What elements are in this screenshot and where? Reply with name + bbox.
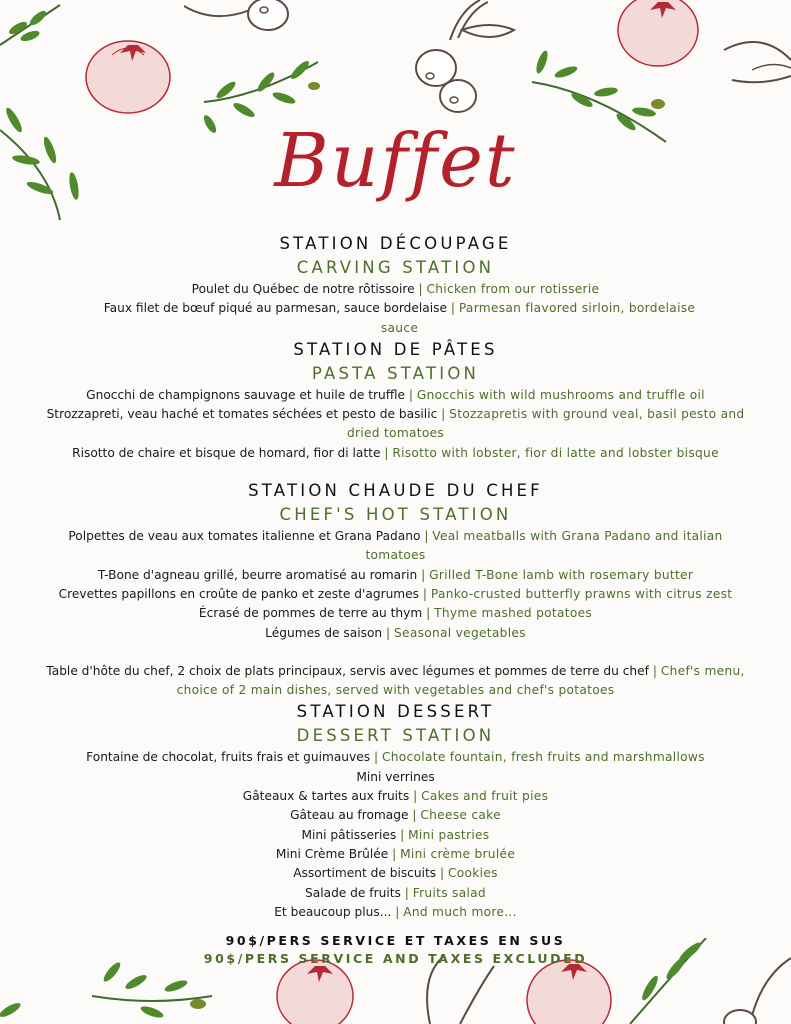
menu-content xyxy=(0,232,791,968)
menu-item: Fontaine de chocolat, fruits frais et guimauves | Chocolate fountain, fresh fruits and marshmallows xyxy=(86,750,705,765)
menu-item: Risotto de chaire et bisque de homard, fior di latte | Risotto with lobster, fior di latte and lobster bisque xyxy=(72,445,719,460)
menu-item: Légumes de saison | Seasonal vegetables xyxy=(265,625,526,640)
section-heading-fr: STATION DE PÂTES xyxy=(293,339,498,359)
menu-title: Buffet xyxy=(274,118,517,204)
menu-item: Strozzapreti, veau haché et tomates séchées et pesto de basilic | Stozzapretis with ground veal, basil pesto and dried tomatoes xyxy=(46,407,745,441)
menu-item: Gâteau au fromage | Cheese cake xyxy=(290,808,501,823)
menu-item: Gâteaux & tartes aux fruits | Cakes and fruit pies xyxy=(242,789,549,804)
section-heading-en: CARVING STATION xyxy=(296,258,495,277)
price-note-en: 90$/PERS SERVICE AND TAXES EXCLUDED xyxy=(203,951,588,967)
menu-item: Faux filet de bœuf piqué au parmesan, sauce bordelaise | Parmesan flavored sirloin, bordelaise sauce xyxy=(103,301,696,335)
olive-branch-top-left xyxy=(0,0,70,60)
menu-item: Assortiment de biscuits | Cookies xyxy=(293,866,498,881)
menu-item: Mini pâtisseries | Mini pastries xyxy=(301,827,490,842)
olive-illustration-top xyxy=(184,0,304,40)
leaf-outline-top-right xyxy=(722,30,791,94)
price-note-fr: 90$/PERS SERVICE ET TAXES EN SUS xyxy=(225,933,566,949)
section-heading-fr: STATION DESSERT xyxy=(296,702,495,722)
chef-menu-note: Table d'hôte du chef, 2 choix de plats principaux, servis avec légumes et pommes de terre du chef | Chef's menu, choice of 2 main dishes, served with vegetables and chef's potatoes xyxy=(46,663,745,698)
menu-item: Salade de fruits | Fruits salad xyxy=(305,885,486,900)
olive-branch-bottom-far-left xyxy=(0,990,40,1024)
menu-item: Mini verrines xyxy=(356,769,435,784)
menu-item: Polpettes de veau aux tomates italienne et Grana Padano | Veal meatballs with Grana Padano and italian tomatoes xyxy=(68,529,723,563)
section-heading-fr: STATION DÉCOUPAGE xyxy=(279,234,512,253)
section-heading-fr: STATION CHAUDE DU CHEF xyxy=(248,481,543,501)
olive-pair-illustration xyxy=(410,0,520,118)
section-heading-en: CHEF'S HOT STATION xyxy=(279,505,512,525)
menu-item: Poulet du Québec de notre rôtissoire | Chicken from our rotisserie xyxy=(191,282,600,296)
section-heading-en: DESSERT STATION xyxy=(296,726,495,746)
section-heading-en: PASTA STATION xyxy=(311,363,480,383)
menu-item: T-Bone d'agneau grillé, beurre aromatisé au romarin | Grilled T-Bone lamb with rosemary butter xyxy=(97,567,694,582)
menu-item: Crevettes papillons en croûte de panko et zeste d'agrumes | Panko-crusted butterfly prawns with citrus zest xyxy=(58,586,733,601)
menu-item: Et beaucoup plus... | And much more... xyxy=(274,904,517,919)
menu-item: Écrasé de pommes de terre au thym | Thyme mashed potatoes xyxy=(198,606,593,621)
menu-item: Mini Crème Brûlée | Mini crème brulée xyxy=(275,846,516,861)
menu-item: Gnocchi de champignons sauvage et huile de truffle | Gnocchis with wild mushrooms and truffle oil xyxy=(86,387,705,402)
